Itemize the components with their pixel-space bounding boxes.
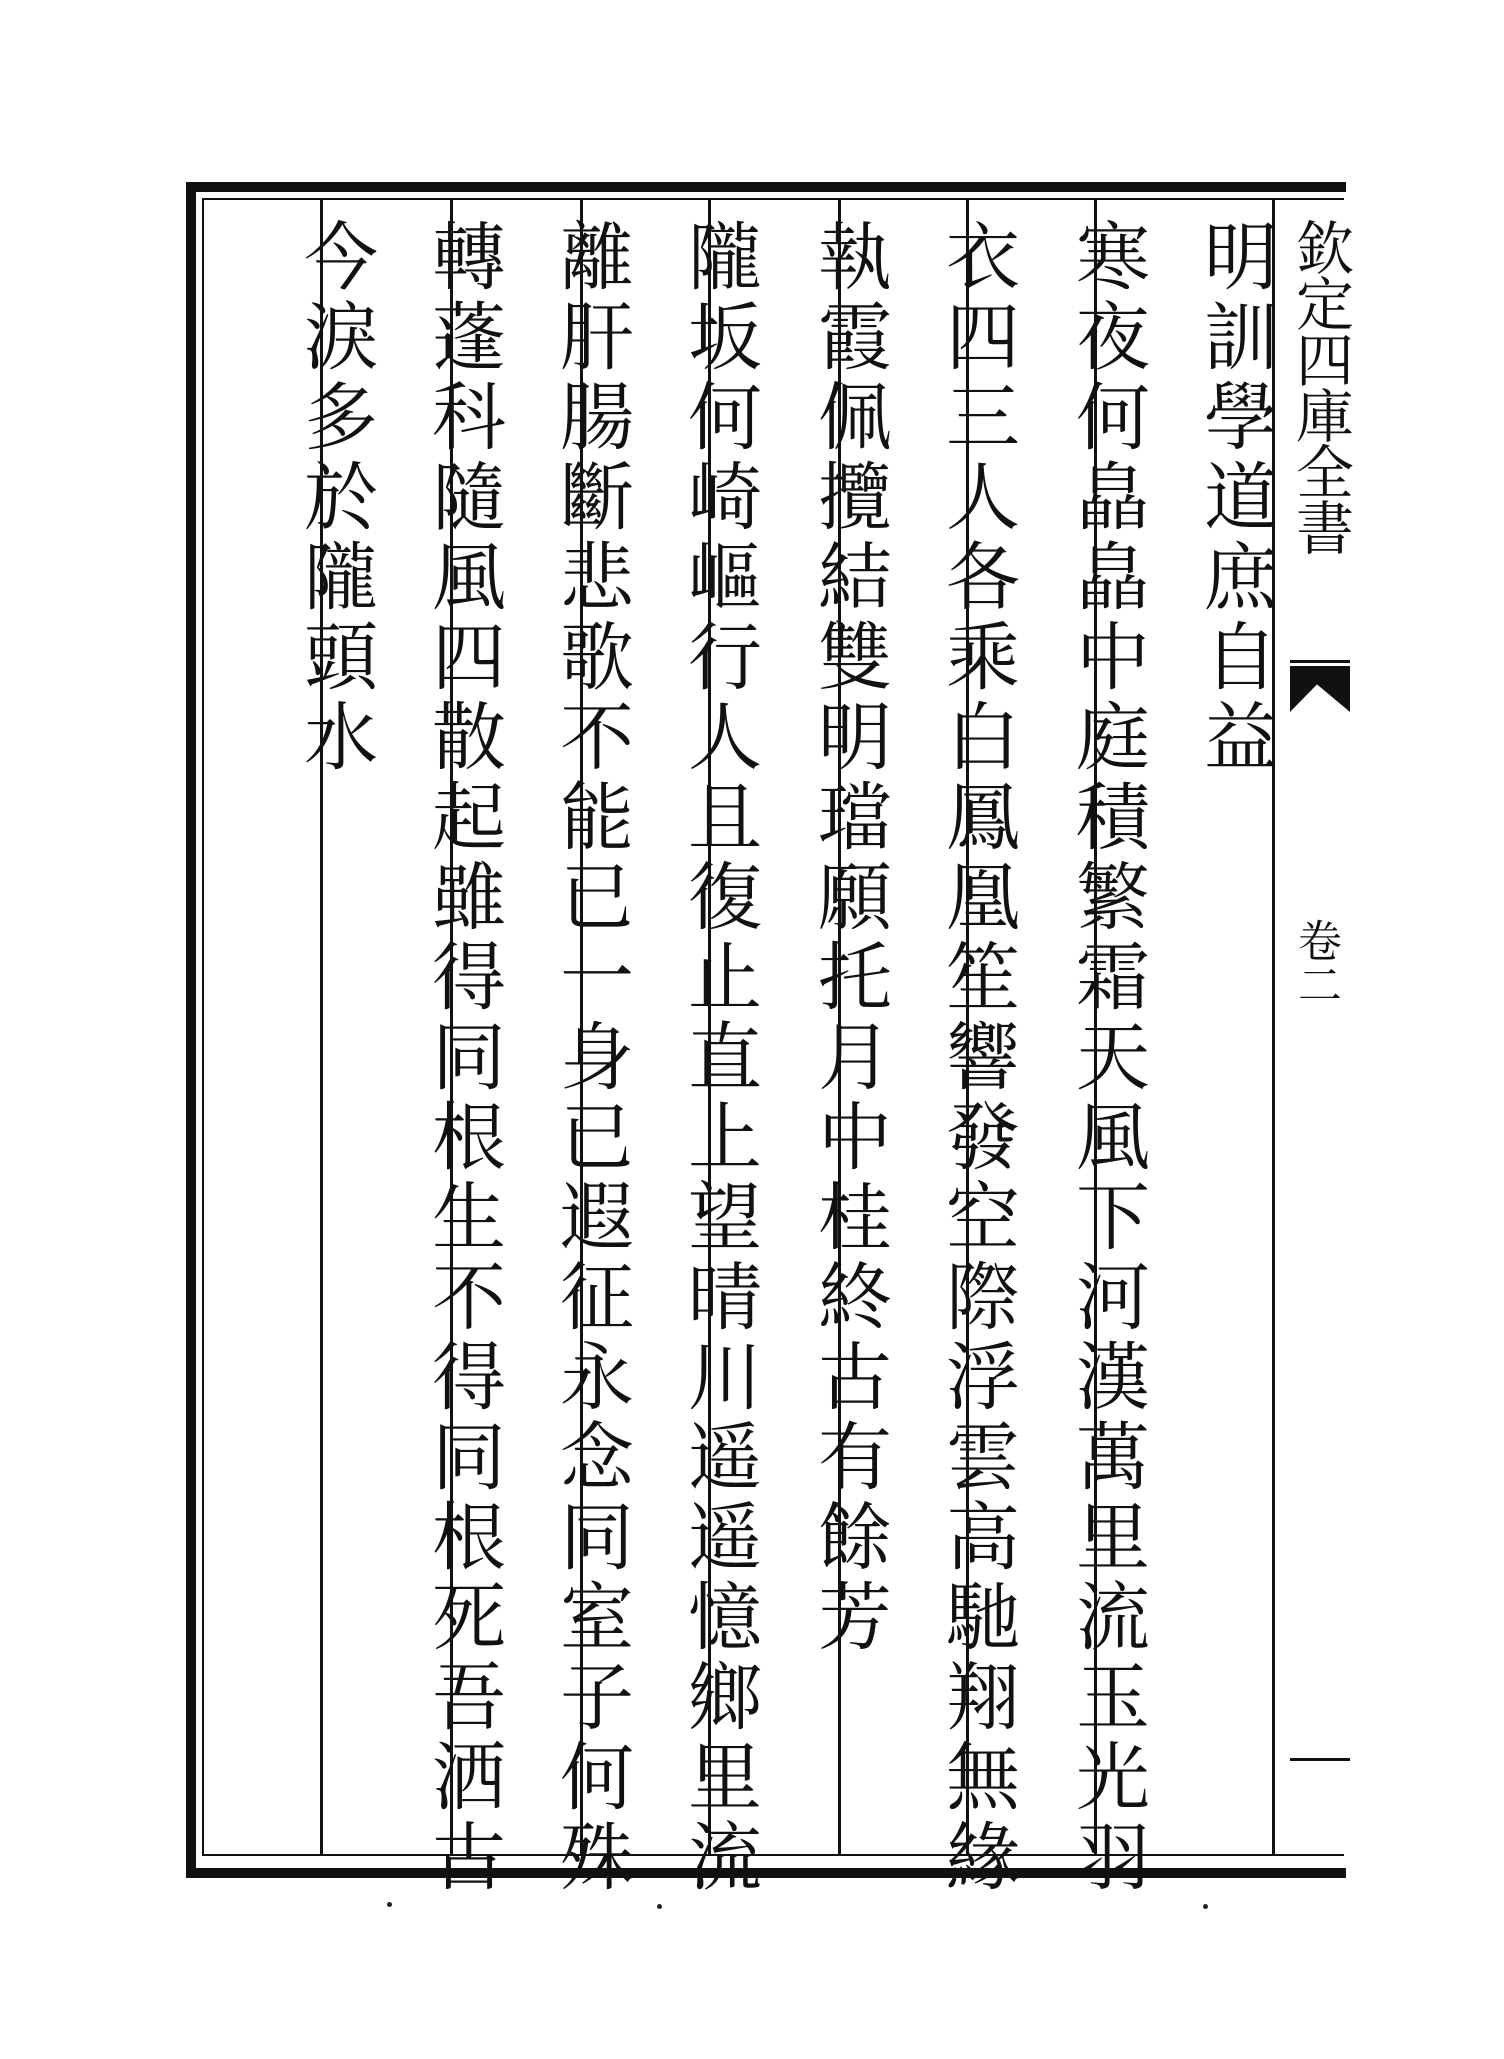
strip-rule [1290, 1758, 1350, 1761]
book-title: 欽定四庫全書 [1286, 218, 1354, 554]
margin-strip [1286, 198, 1354, 1858]
text-column-8: 今淚多於隴頭水 [292, 218, 378, 778]
ink-speck [1203, 1904, 1208, 1909]
text-column-5: 隴坂何崎嶇行人且復止直上望晴川遥遥憶鄉里流 [676, 218, 762, 1898]
text-column-6: 離肝腸斷悲歌不能已一身已遐征永念同室子何殊 [548, 218, 634, 1898]
ink-speck [387, 1902, 392, 1907]
text-column-4: 執霞佩攬結雙明璫願托月中桂終古有餘芳 [806, 218, 892, 1658]
fishtail-mark [1290, 666, 1350, 712]
text-column-2: 寒夜何皛皛中庭積繁霜天風下河漢萬里流玉光羽 [1064, 218, 1150, 1898]
fishtail-rule [1290, 660, 1350, 663]
text-column-1: 明訓學道庶自益 [1192, 218, 1278, 778]
ink-speck [657, 1904, 662, 1909]
text-column-7: 轉蓬科隨風四散起雖得同根生不得同根死吾洒古 [420, 218, 506, 1898]
volume-label: 卷二 [1290, 918, 1341, 1006]
text-column-3: 衣四三人各乘白鳳凰笙響發空際浮雲高馳翔無緣 [934, 218, 1020, 1898]
